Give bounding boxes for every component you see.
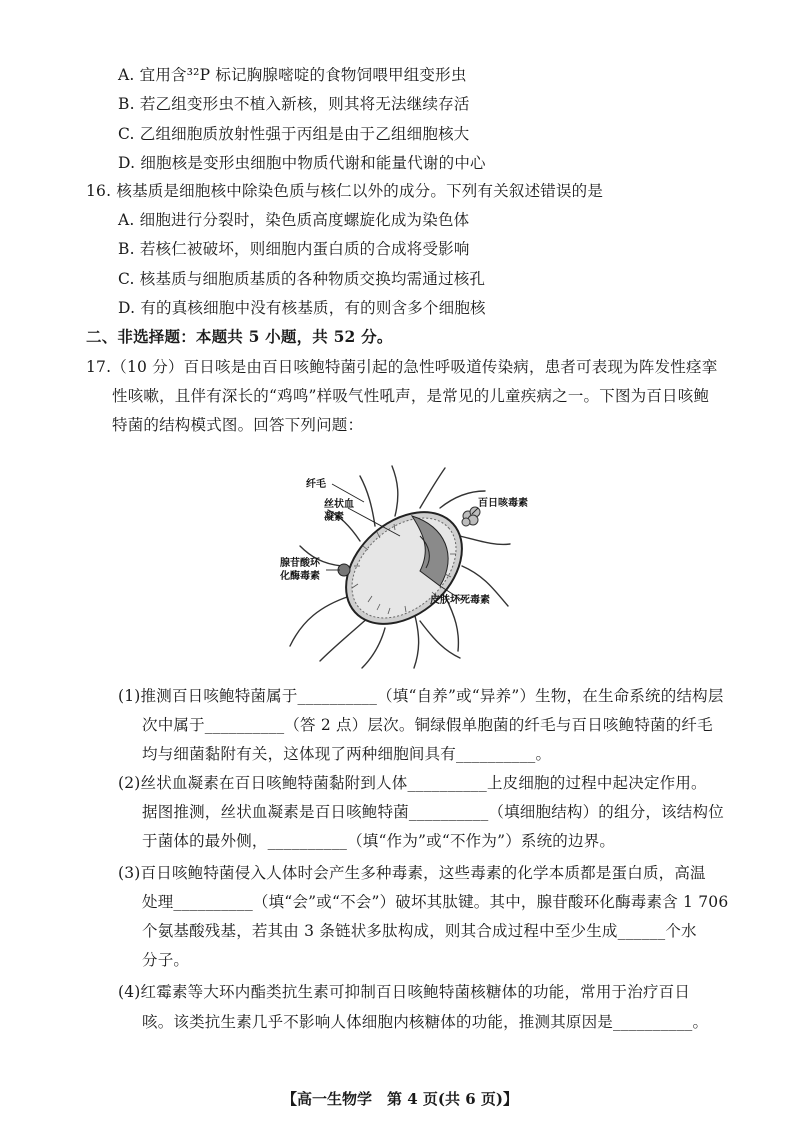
bacterium-structure-figure [280, 446, 540, 674]
q17-sub1-line: 次中属于__________（答 2 点）层次。铜绿假单胞菌的纤毛与百日咳鲍特菌的纤毛 [142, 716, 713, 734]
label-adenylate-cyclase-line2: 化酶毒素 [280, 571, 320, 582]
q15-option-a: A. 宜用含³²P 标记胸腺嘧啶的食物饲喂甲组变形虫 [118, 66, 467, 84]
label-pili: 纤毛 [306, 479, 326, 490]
q17-sub3-line: (3)百日咳鲍特菌侵入人体时会产生多种毒素，这些毒素的化学本质都是蛋白质，高温 [118, 864, 706, 882]
q17-stem-line: 特菌的结构模式图。回答下列问题： [112, 416, 364, 434]
label-adenylate-cyclase-line1: 腺苷酸环 [280, 558, 320, 569]
section-heading: 二、非选择题：本题共 5 小题，共 52 分。 [86, 327, 393, 346]
label-fha-line2: 凝素 [324, 512, 344, 523]
q17-stem-line: 性咳嗽，且伴有深长的“鸡鸣”样吸气性吼声，是常见的儿童疾病之一。下图为百日咳鲍 [112, 387, 710, 405]
q17-sub2-line: 据图推测，丝状血凝素是百日咳鲍特菌__________（填细胞结构）的组分，该结构位 [142, 803, 724, 821]
q17-sub1-line: 均与细菌黏附有关，这体现了两种细胞间具有__________。 [142, 745, 552, 763]
q17-sub3-line: 分子。 [142, 951, 190, 969]
q17-sub4-line: 咳。该类抗生素几乎不影响人体细胞内核糖体的功能，推测其原因是__________。 [142, 1013, 709, 1031]
q15-option-b: B. 若乙组变形虫不植入新核，则其将无法继续存活 [118, 95, 470, 113]
q17-sub1-line: (1)推测百日咳鲍特菌属于__________（填“自养”或“异养”）生物，在生命系统的结构层 [118, 687, 724, 705]
label-dermonecrotic-toxin: 皮肤坏死毒素 [430, 595, 490, 606]
q15-option-d: D. 细胞核是变形虫细胞中物质代谢和能量代谢的中心 [118, 154, 486, 172]
q15-option-c: C. 乙组细胞质放射性强于丙组是由于乙组细胞核大 [118, 125, 470, 143]
q16-option-b: B. 若核仁被破坏，则细胞内蛋白质的合成将受影响 [118, 240, 470, 258]
q16-option-a: A. 细胞进行分裂时，染色质高度螺旋化成为染色体 [118, 211, 470, 229]
q17-sub3-line: 处理__________（填“会”或“不会”）破坏其肽键。其中，腺苷酸环化酶毒素含 1 706 [142, 893, 729, 911]
q16-stem: 16. 核基质是细胞核中除染色质与核仁以外的成分。下列有关叙述错误的是 [86, 182, 604, 200]
page-footer: 【高一生物学 第 4 页(共 6 页)】 [282, 1090, 518, 1108]
q17-sub4-line: (4)红霉素等大环内酯类抗生素可抑制百日咳鲍特菌核糖体的功能，常用于治疗百日 [118, 983, 691, 1001]
label-pertussis-toxin: 百日咳毒素 [478, 498, 528, 509]
q17-stem-line: 17.（10 分）百日咳是由百日咳鲍特菌引起的急性呼吸道传染病，患者可表现为阵发性痉挛 [86, 358, 718, 376]
q16-option-d: D. 有的真核细胞中没有核基质，有的则含多个细胞核 [118, 299, 486, 317]
q17-sub3-line: 个氨基酸残基，若其由 3 条链状多肽构成，则其合成过程中至少生成______个水 [142, 922, 697, 940]
q17-sub2-line: (2)丝状血凝素在百日咳鲍特菌黏附到人体__________上皮细胞的过程中起决定作用。 [118, 774, 707, 792]
label-fha-line1: 丝状血 [324, 499, 354, 510]
q17-sub2-line: 于菌体的最外侧，__________（填“作为”或“不作为”）系统的边界。 [142, 832, 616, 850]
q16-option-c: C. 核基质与细胞质基质的各种物质交换均需通过核孔 [118, 270, 486, 288]
